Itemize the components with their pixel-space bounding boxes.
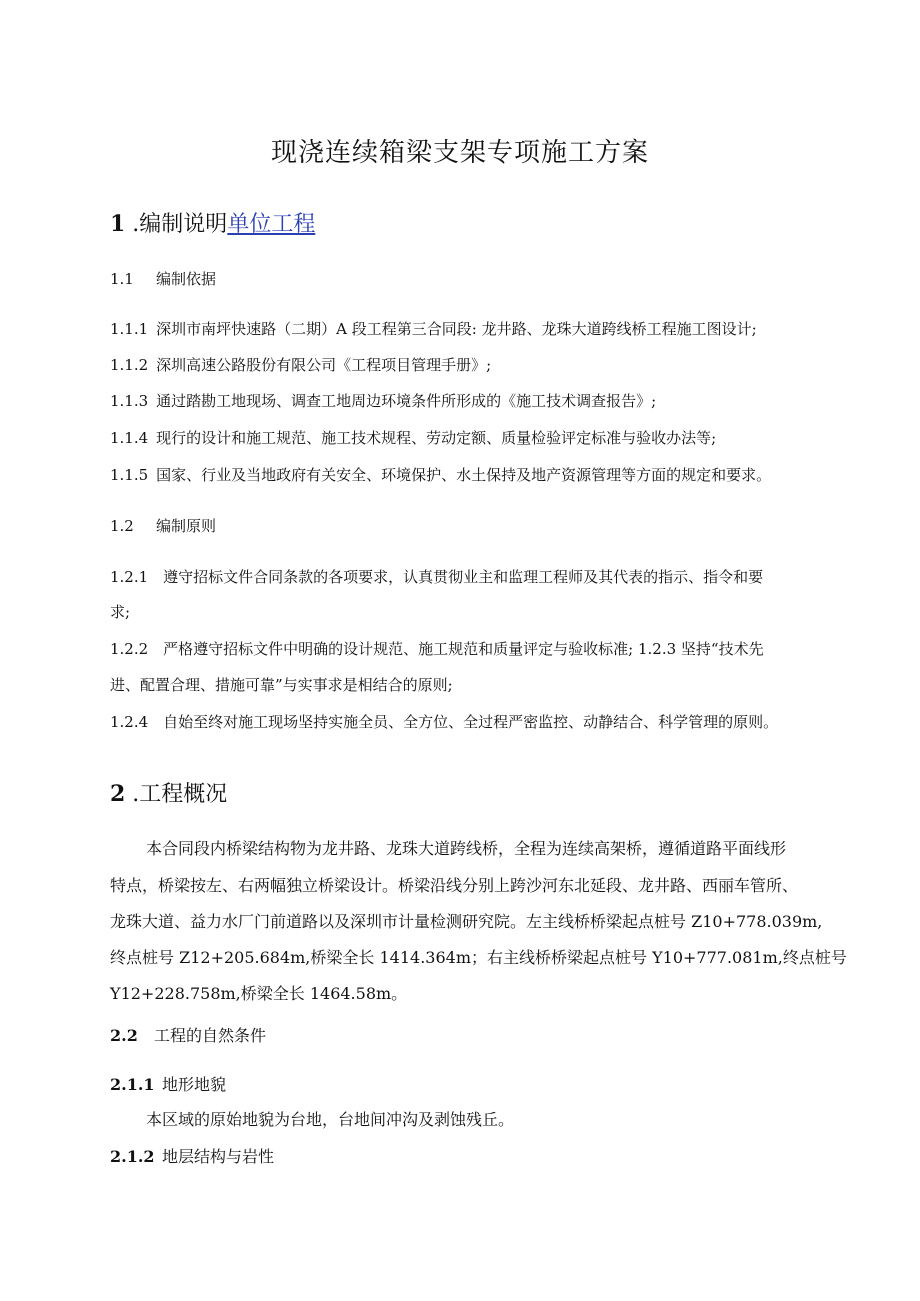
- overview-line: 本合同段内桥梁结构物为龙井路、龙珠大道跨线桥，全程为连续高架桥，遵循道路平面线形: [146, 839, 787, 858]
- subsection-2-1-1-label: 地形地貌: [162, 1075, 227, 1094]
- overview-line: 终点桩号 Z12+205.684m,桥梁全长 1414.364m；右主线桥桥梁起点桩号 Y10+777.081m,终点桩号: [110, 948, 847, 967]
- subsection-2-1-1: [110, 1072, 226, 1095]
- item-number: 1.1.4: [110, 429, 149, 447]
- item-1-2-2-line2: 进、配置合理、措施可靠”与实事求是相结合的原则;: [110, 676, 453, 694]
- item-text: 深圳市南坪快速路（二期）A 段工程第三合同段: 龙井路、龙珠大道跨线桥工程施工图设计;: [156, 320, 757, 338]
- item-number: 1.1.2: [110, 356, 149, 374]
- section-1-number: 1: [110, 211, 126, 237]
- subsection-2-1-2-label: 地层结构与岩性: [162, 1147, 275, 1166]
- list-item: [110, 354, 491, 375]
- list-item: [110, 427, 716, 448]
- section-2-number: 2: [110, 781, 126, 807]
- section-1-label: .编制说明: [125, 212, 228, 237]
- list-item: [110, 390, 656, 411]
- subsection-2-2: [110, 1023, 266, 1046]
- item-text: 国家、行业及当地政府有关安全、环境保护、水土保持及地产资源管理等方面的规定和要求。: [156, 466, 772, 484]
- section-1-heading: [110, 207, 315, 238]
- subsection-2-2-label: 工程的自然条件: [154, 1026, 267, 1045]
- document-title: 现浇连续箱梁支架专项施工方案: [270, 138, 649, 168]
- unit-project-link[interactable]: 单位工程: [227, 212, 316, 237]
- item-1-2-4: 1.2.4 自始至终对施工现场坚持实施全员、全方位、全过程严密监控、动静结合、科学管理的原则。: [110, 713, 779, 731]
- subsection-2-1-2: [110, 1144, 274, 1167]
- subsection-2-2-number: 2.2: [110, 1026, 138, 1045]
- subsection-2-1-1-number: 2.1.1: [110, 1075, 155, 1094]
- item-number: 1.1.5: [110, 466, 149, 484]
- item-text: 通过踏勘工地现场、调查工地周边环境条件所形成的《施工技术调查报告》;: [156, 392, 657, 410]
- subsection-1-1-label: 编制依据: [156, 270, 217, 288]
- item-1-2-1-line1: 1.2.1 遵守招标文件合同条款的各项要求，认真贯彻业主和监理工程师及其代表的指示、指令和要: [110, 568, 764, 586]
- item-1-2-1-line2: 求;: [110, 603, 131, 621]
- subsection-1-2: [110, 515, 216, 536]
- list-item: [110, 318, 757, 339]
- section-2-label: .工程概况: [125, 782, 228, 807]
- subsection-1-1-number: 1.1: [110, 270, 134, 288]
- landform-text: 本区域的原始地貌为台地，台地间冲沟及剥蚀残丘。: [146, 1110, 515, 1129]
- subsection-1-2-number: 1.2: [110, 517, 134, 535]
- overview-line: 特点，桥梁按左、右两幅独立桥梁设计。桥梁沿线分别上跨沙河东北延段、龙井路、西丽车管所、: [110, 876, 799, 895]
- subsection-1-1: [110, 268, 216, 289]
- subsection-1-2-label: 编制原则: [156, 517, 217, 535]
- item-number: 1.1.1: [110, 320, 149, 338]
- item-text: 现行的设计和施工规范、施工技术规程、劳动定额、质量检验评定标准与验收办法等;: [156, 429, 717, 447]
- section-2-heading: [110, 777, 227, 808]
- item-1-2-2-line1: 1.2.2 严格遵守招标文件中明确的设计规范、施工规范和质量评定与验收标准; 1.2.3 坚持“技术先: [110, 640, 764, 658]
- overview-line: Y12+228.758m,桥梁全长 1464.58m。: [110, 984, 408, 1003]
- item-text: 深圳高速公路股份有限公司《工程项目管理手册》;: [156, 356, 492, 374]
- overview-line: 龙珠大道、益力水厂门前道路以及深圳市计量检测研究院。左主线桥桥梁起点桩号 Z10+778.039m,: [110, 912, 823, 931]
- subsection-2-1-2-number: 2.1.2: [110, 1147, 155, 1166]
- item-number: 1.1.3: [110, 392, 149, 410]
- list-item: [110, 464, 771, 485]
